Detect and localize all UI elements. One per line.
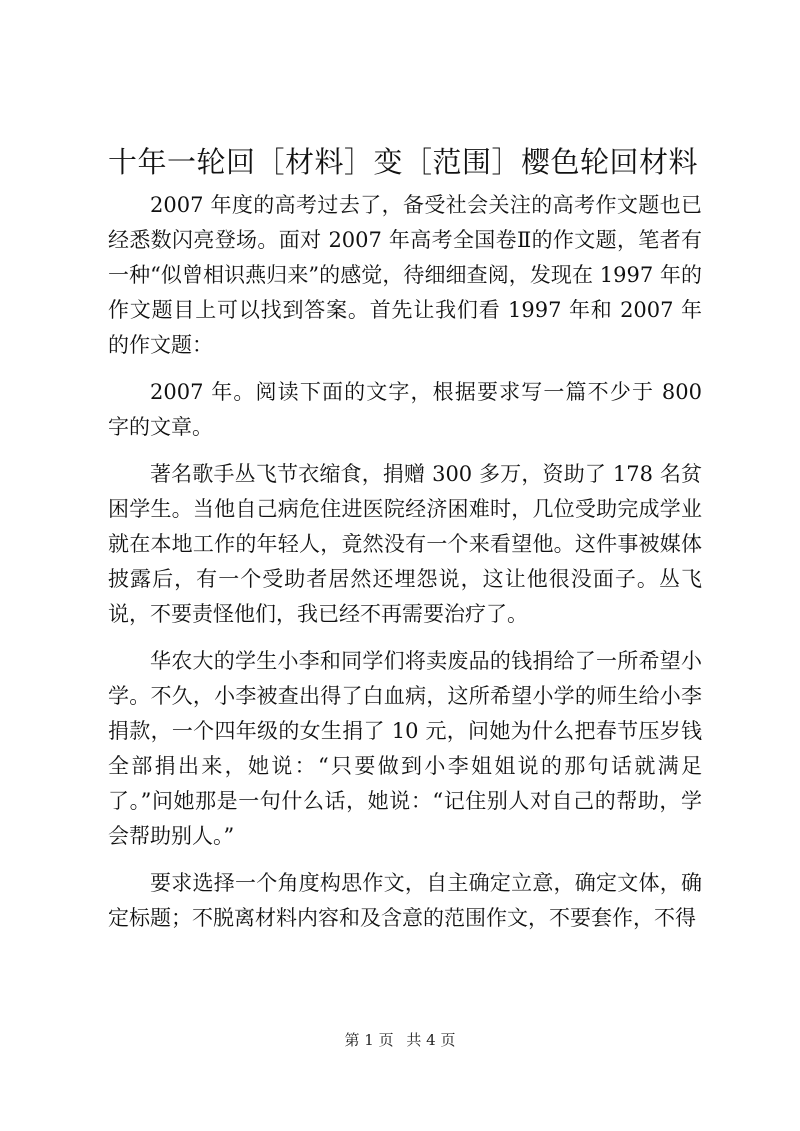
paragraph: 著名歌手丛飞节衣缩食，捐赠 300 多万，资助了 178 名贫困学生。当他自己病危住进医院经济困难时，几位受助完成学业就在本地工作的年轻人，竟然没有一个来看望他。这件事被媒体披露后，有一个受助者居然还埋怨说，这让他很没面子。丛飞说，不要责怪他们，我已经不再需要治疗了。 <box>108 462 702 626</box>
paragraph: 2007 年。阅读下面的文字，根据要求写一篇不少于 800 字的文章。 <box>108 380 702 439</box>
page-footer <box>0 1030 800 1050</box>
page-number: 第 1 页 <box>344 1031 394 1049</box>
paragraph: 2007 年度的高考过去了，备受社会关注的高考作文题也已经悉数闪亮登场。面对 2007 年高考全国卷Ⅱ的作文题，笔者有一种“似曾相识燕归来”的感觉，待细细查阅，发现在 1997 年的作文题目上可以找到答案。首先让我们看 1997 年和 2007 年的作文题： <box>108 193 702 357</box>
document-body <box>108 188 702 948</box>
page-total: 共 4 页 <box>406 1031 456 1049</box>
paragraph: 华农大的学生小李和同学们将卖废品的钱捐给了一所希望小学。不久，小李被查出得了白血病，这所希望小学的师生给小李捐款，一个四年级的女生捐了 10 元，问她为什么把春节压岁钱全部捐出来，她说：“只要做到小李姐姐说的那句话就满足了。”问她那是一句什么话，她说：“记住别人对自己的帮助，学会帮助别人。” <box>108 649 702 848</box>
document-title: 十年一轮回［材料］变［范围］樱色轮回材料 <box>108 145 699 179</box>
paragraph: 要求选择一个角度构思作文，自主确定立意，确定文体，确定标题；不脱离材料内容和及含意的范围作文，不要套作，不得 <box>108 871 702 930</box>
